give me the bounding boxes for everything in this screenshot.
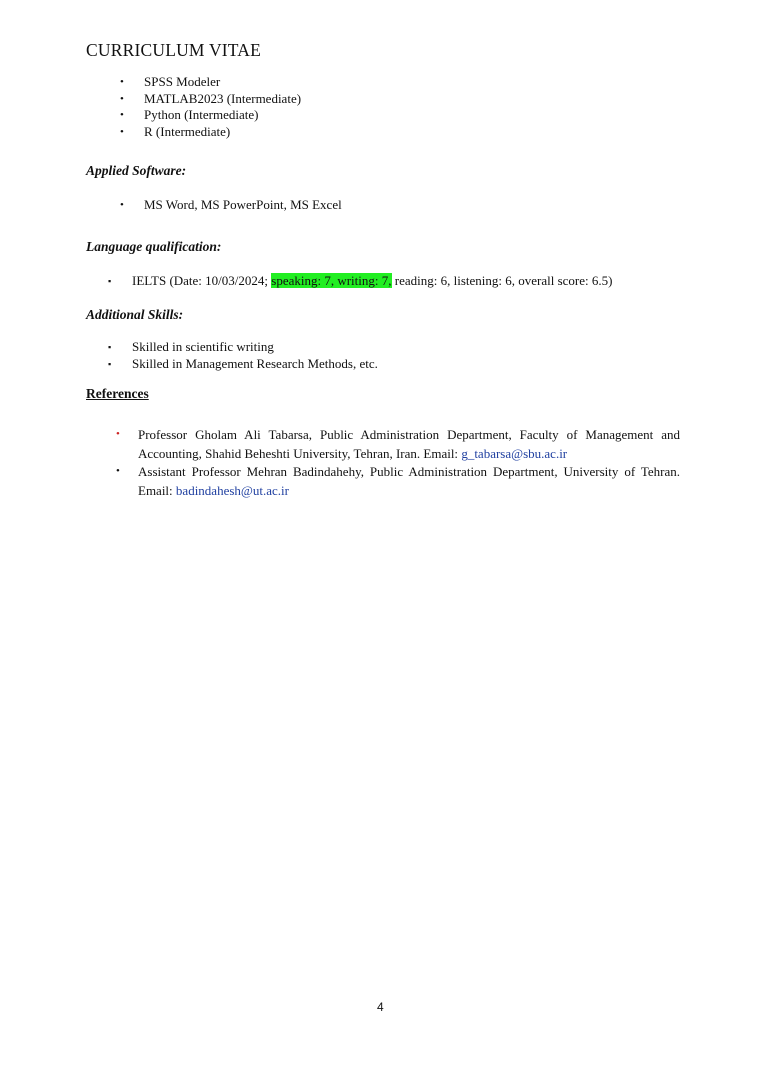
highlighted-scores: speaking: 7, writing: 7, xyxy=(271,273,392,288)
list-item: • R (Intermediate) xyxy=(120,123,231,139)
list-item: • SPSS Modeler xyxy=(120,74,221,89)
reference-email[interactable]: badindahesh@ut.ac.ir xyxy=(175,482,289,498)
page-number: 4 xyxy=(377,1000,384,1014)
list-item: • MATLAB2023 (Intermediate) xyxy=(120,90,302,106)
list-item: ▪ Skilled in Management Research Methods, etc. xyxy=(108,355,378,371)
bullet-icon: • xyxy=(116,428,120,440)
bullet-icon: • xyxy=(120,92,124,105)
list-item: • MS Word, MS PowerPoint, MS Excel xyxy=(120,197,342,212)
page-title: CURRICULUM VITAE xyxy=(86,40,262,60)
bullet-icon: • xyxy=(120,125,124,138)
programming-skills-list xyxy=(120,74,302,140)
reference-email[interactable]: g_tabarsa@sbu.ac.ir xyxy=(461,445,568,461)
bullet-icon: • xyxy=(120,76,124,88)
applied-software-heading: Applied Software: xyxy=(86,163,187,178)
bullet-icon: ▪ xyxy=(108,276,112,286)
applied-software-list xyxy=(120,197,342,214)
list-item: ▪ IELTS (Date: 10/03/2024; speaking: 7, writing: 7, reading: 6, listening: 6, overall score: 6.5) xyxy=(108,273,613,288)
language-list xyxy=(108,273,613,290)
bullet-icon: ▪ xyxy=(108,358,112,369)
bullet-icon: • xyxy=(120,199,124,211)
additional-skills-heading: Additional Skills: xyxy=(86,307,184,322)
references-heading: References xyxy=(86,386,149,401)
bullet-icon: ▪ xyxy=(108,342,112,352)
reference-item: Professor Gholam Ali Tabarsa, Public Administration Department, Faculty of Management and Accounting, Shahid Beheshti University, Tehran, Iran. Email: g_tabarsa@sbu.ac.ir xyxy=(138,427,680,461)
bullet-icon: • xyxy=(116,465,120,477)
reference-item: Assistant Professor Mehran Badindahehy, Public Administration Department, University of Tehran. Email: badindahesh@ut.ac.ir xyxy=(138,464,680,498)
language-heading: Language qualification: xyxy=(86,239,222,254)
list-item: • Python (Intermediate) xyxy=(120,107,259,122)
additional-skills-list xyxy=(108,339,378,372)
bullet-icon: • xyxy=(120,109,124,121)
list-item: ▪ Skilled in scientific writing xyxy=(108,339,274,354)
